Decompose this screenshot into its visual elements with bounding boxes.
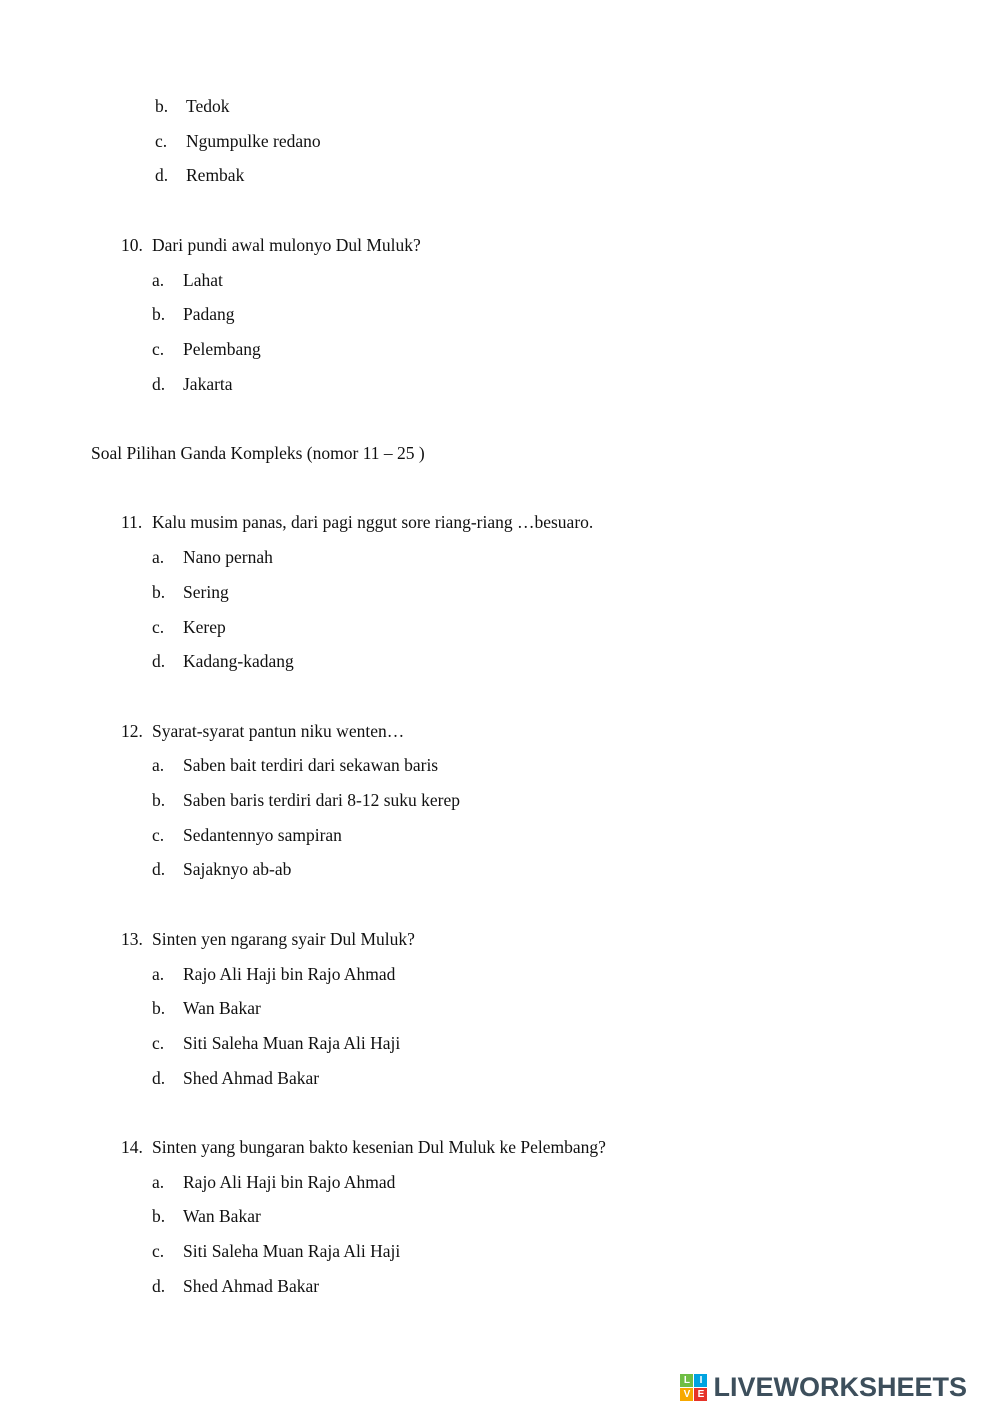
option-row[interactable] [152,1199,1000,1234]
option-letter: d. [152,651,166,672]
option-row[interactable] [152,644,1000,679]
question [121,922,1000,1096]
option-letter: d. [152,859,166,880]
option-letter: a. [152,755,165,776]
question-number: 14. [121,1137,143,1157]
option-text: Shed Ahmad Bakar [183,1275,320,1296]
option-letter: a. [152,963,165,984]
option-row[interactable] [152,748,1000,783]
option-text: Rembak [186,165,245,186]
question-line [121,228,1000,263]
option-letter: b. [152,998,166,1019]
option-row[interactable] [152,1269,1000,1304]
question-number: 13. [121,928,143,949]
question-text: Dari pundi awal mulonyo Dul Muluk? [152,234,421,255]
option-row[interactable] [155,158,1000,193]
option-row[interactable] [152,1234,1000,1269]
question [121,1130,1000,1304]
option-letter: d. [152,1275,166,1296]
option-text: Nano pernah [183,547,273,568]
option-row[interactable] [152,367,1000,402]
question-text: Sinten yen ngarang syair Dul Muluk? [152,928,415,949]
option-row[interactable] [152,1026,1000,1061]
options-group [152,540,1000,679]
option-letter: b. [152,304,166,325]
question-text: Kalu musim panas, dari pagi nggut sore riang-riang …besuaro. [152,512,594,533]
question-line [121,505,1000,540]
option-text: Shed Ahmad Bakar [183,1067,320,1088]
orphan-options-group [155,89,1000,193]
option-text: Pelembang [183,338,261,359]
question-number: 10. [121,234,143,255]
liveworksheets-logo-link[interactable] [680,1372,967,1403]
question-line [121,714,1000,749]
option-row[interactable] [152,957,1000,992]
option-row[interactable] [152,575,1000,610]
option-letter: a. [152,269,165,290]
question-text: Sinten yang bungaran bakto kesenian Dul Muluk ke Pelembang? [152,1137,606,1157]
option-text: Sajaknyo ab-ab [183,859,292,880]
option-letter: c. [152,1032,165,1053]
question-number: 12. [121,720,143,741]
option-letter: d. [152,1067,166,1088]
option-row[interactable] [152,610,1000,645]
option-letter: b. [152,1206,166,1227]
option-text: Saben bait terdiri dari sekawan baris [183,755,439,776]
option-text: Rajo Ali Haji bin Rajo Ahmad [183,963,396,984]
options-group [152,748,1000,887]
section-heading: Soal Pilihan Ganda Kompleks (nomor 11 – 25 ) [91,443,425,463]
option-row[interactable] [152,852,1000,887]
options-group [152,1165,1000,1304]
option-row[interactable] [152,991,1000,1026]
option-text: Siti Saleha Muan Raja Ali Haji [183,1032,401,1053]
logo-letter-i-icon: I [694,1374,707,1387]
question [121,505,1000,679]
option-letter: c. [152,824,165,845]
option-row[interactable] [152,1061,1000,1096]
option-letter: d. [152,373,166,394]
option-letter: c. [152,338,165,359]
questions-before-heading [0,228,1000,402]
option-text: Siti Saleha Muan Raja Ali Haji [183,1241,401,1262]
option-letter: b. [152,581,166,602]
option-text: Lahat [183,269,223,290]
option-row[interactable] [152,818,1000,853]
option-letter: b. [155,96,169,116]
option-text: Tedok [186,96,230,116]
liveworksheets-logo-icon [680,1374,707,1401]
option-row[interactable] [155,89,1000,124]
option-letter: c. [152,616,165,637]
option-text: Wan Bakar [183,1206,261,1227]
question-text: Syarat-syarat pantun niku wenten… [152,720,405,741]
option-text: Ngumpulke redano [186,130,321,151]
option-letter: b. [152,790,166,810]
options-group [152,957,1000,1096]
option-letter: c. [152,1241,165,1262]
option-letter: d. [155,165,169,186]
option-row[interactable] [152,332,1000,367]
option-text: Wan Bakar [183,998,261,1019]
logo-letter-v-icon: V [680,1388,693,1401]
liveworksheets-brand-text: LIVEWORKSHEETS [713,1372,967,1402]
option-text: Sedantennyo sampiran [183,824,342,845]
option-row[interactable] [152,1165,1000,1200]
option-letter: a. [152,547,165,568]
option-letter: a. [152,1171,165,1192]
question-number: 11. [121,512,143,533]
logo-letter-e-icon: E [694,1388,707,1401]
option-text: Padang [183,304,235,325]
option-text: Sering [183,581,229,602]
option-row[interactable] [152,263,1000,298]
question [121,228,1000,402]
options-group [152,263,1000,402]
option-row[interactable] [152,540,1000,575]
option-text: Rajo Ali Haji bin Rajo Ahmad [183,1171,396,1192]
question-line [121,1130,1000,1165]
question [121,714,1000,888]
option-row[interactable] [152,297,1000,332]
questions-after-heading [0,505,1000,1303]
option-row[interactable] [155,124,1000,159]
option-text: Kerep [183,616,226,637]
option-text: Jakarta [183,373,233,394]
option-text: Saben baris terdiri dari 8-12 suku kerep [183,790,461,810]
question-line [121,922,1000,957]
logo-letter-l-icon: L [680,1374,693,1387]
option-text: Kadang-kadang [183,651,294,672]
option-row[interactable] [152,783,1000,818]
option-letter: c. [155,130,168,151]
